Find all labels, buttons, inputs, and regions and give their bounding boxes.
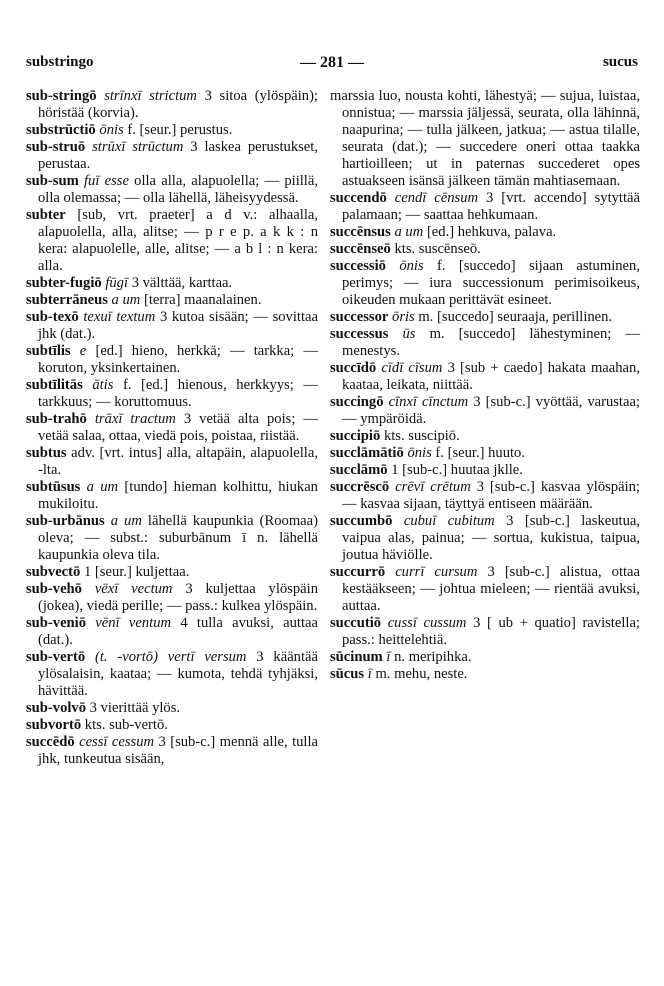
entry-definition: 3 [sub-c.] kasvaa ylöspäin; — kasvaa sijaan, täyttyä entiseen määrään. <box>342 479 640 512</box>
entry-headword: sub-sum <box>26 173 79 189</box>
dictionary-entry <box>330 513 640 564</box>
dictionary-entry <box>26 564 318 581</box>
dictionary-entry <box>26 581 318 615</box>
entry-forms: ōris <box>392 309 415 325</box>
entry-definition: 1 [seur.] kuljettaa. <box>83 564 190 580</box>
entry-forms: a um <box>86 479 119 495</box>
entry-headword: sub-vertō <box>26 649 86 665</box>
entry-headword: succēdō <box>26 734 75 750</box>
entry-definition: 4 tulla avuksi, auttaa (dat.). <box>38 615 318 648</box>
entry-definition: [terra] maanalainen. <box>144 292 262 308</box>
entry-forms: vēnī ventum <box>95 615 172 631</box>
dictionary-entry <box>26 122 318 139</box>
dictionary-entry <box>330 326 640 360</box>
entry-headword: subter <box>26 207 66 223</box>
entry-forms: strūxī strūctum <box>92 139 184 155</box>
entry-headword: sūcinum <box>330 649 383 665</box>
dictionary-entry <box>330 564 640 615</box>
dictionary-entry <box>26 700 318 717</box>
entry-definition: 3 [ ub + quatio] ravistella; pass.: heittelehtiä. <box>342 615 640 648</box>
dictionary-entry <box>26 377 318 411</box>
entry-definition: [tundo] hieman kolhittu, hiukan mukiloitu. <box>38 479 318 512</box>
dictionary-entry <box>330 224 640 241</box>
dictionary-entry <box>330 394 640 428</box>
entry-definition: 3 [sub + caedo] hakata maahan, kaataa, leikata, niittää. <box>342 360 640 393</box>
entry-definition: kts. suscipiō. <box>383 428 460 444</box>
entry-forms: currī cursum <box>395 564 478 580</box>
entry-forms: e <box>79 343 87 359</box>
entry-headword: succipiō <box>330 428 381 444</box>
entry-headword: subvortō <box>26 717 82 733</box>
dictionary-entry <box>330 666 640 683</box>
entry-headword: succlāmātiō <box>330 445 404 461</box>
right-column <box>330 88 640 972</box>
entry-headword: successus <box>330 326 389 342</box>
entry-definition: 3 vierittää ylös. <box>89 700 181 716</box>
entry-forms: ōnis <box>399 258 424 274</box>
entry-forms: cessī cessum <box>79 734 155 750</box>
dictionary-entry <box>330 88 640 190</box>
left-column <box>26 88 318 972</box>
entry-forms: (t. -vortō) vertī versum <box>95 649 247 665</box>
dictionary-entry <box>26 88 318 122</box>
entry-headword: succingō <box>330 394 384 410</box>
entry-headword: sub-stringō <box>26 88 97 104</box>
entry-forms: ī <box>386 649 391 665</box>
dictionary-entry <box>26 513 318 564</box>
entry-forms: ūs <box>402 326 416 342</box>
dictionary-entry <box>330 649 640 666</box>
entry-definition: f. [succedo] sijaan astuminen, perimys; — iura successionum perimisoikeus, oikeuden mukaan perittävät esineet. <box>342 258 640 308</box>
entry-forms: ātis <box>92 377 114 393</box>
entry-definition: 3 vetää alta pois; — vetää salaa, ottaa, viedä pois, poistaa, riistää. <box>38 411 318 444</box>
entry-headword: succumbō <box>330 513 393 529</box>
entry-headword: sub-veniō <box>26 615 87 631</box>
entry-definition: 3 välttää, karttaa. <box>131 275 233 291</box>
left-guide-word: substringo <box>26 54 94 70</box>
entry-forms: cīdī cīsum <box>381 360 443 376</box>
entry-definition: n. meripihka. <box>394 649 472 665</box>
entry-definition: m. [succedo] seuraaja, perillinen. <box>418 309 613 325</box>
entry-headword: sub-volvō <box>26 700 87 716</box>
entry-definition: lähellä kaupunkia (Roomaa) oleva; — subst.: suburbānum ī n. lähellä kaupunkia oleva tila. <box>38 513 318 563</box>
entry-headword: succīdō <box>330 360 377 376</box>
entry-forms: cendī cēnsum <box>394 190 479 206</box>
entry-headword: sub-trahō <box>26 411 87 427</box>
entry-headword: succurrō <box>330 564 386 580</box>
entry-definition: olla alla, alapuolella; — piillä, olla olemassa; — olla lähellä, läheisyydessä. <box>38 173 318 206</box>
entry-definition: [sub, vrt. praeter] a d v.: alhaalla, alapuolella, alla, alitse; — p r e p. a k k : n kera: alapuolelle, alle, alitse; — a b l : n kera: alla. <box>38 207 318 274</box>
entry-definition: 3 kutoa sisään; — sovittaa jhk (dat.). <box>38 309 318 342</box>
entry-forms: ī <box>367 666 372 682</box>
entry-definition: f. [ed.] hienous, herkkyys; — tarkkuus; — koruttomuus. <box>38 377 318 410</box>
dictionary-entry <box>26 411 318 445</box>
entry-headword: succēnseō <box>330 241 391 257</box>
entry-forms: a um <box>111 292 141 308</box>
entry-headword: sub-urbānus <box>26 513 105 529</box>
entry-headword: sub-vehō <box>26 581 82 597</box>
entry-forms: ōnis <box>407 445 432 461</box>
dictionary-entry <box>26 717 318 734</box>
entry-definition: 3 [sub-c.] alistua, ottaa kestääkseen; — johtua mieleen; — rientää avuksi, auttaa. <box>342 564 641 614</box>
entry-forms: fuī esse <box>83 173 129 189</box>
entry-headword: succēnsus <box>330 224 391 240</box>
dictionary-entry <box>26 173 318 207</box>
entry-headword: successiō <box>330 258 386 274</box>
dictionary-entry <box>26 139 318 173</box>
entry-definition: kts. suscēnseō. <box>394 241 481 257</box>
dictionary-entry <box>330 615 640 649</box>
entry-headword: subterrāneus <box>26 292 108 308</box>
entry-forms: trāxī tractum <box>94 411 176 427</box>
entry-definition: 3 laskea perustukset, perustaa. <box>38 139 318 172</box>
entry-definition: 1 [sub-c.] huutaa jklle. <box>391 462 523 478</box>
dictionary-entry <box>26 309 318 343</box>
entry-definition: 3 kuljettaa ylöspäin (jokea), viedä perille; — pass.: kulkea ylöspäin. <box>38 581 318 614</box>
entry-forms: a um <box>394 224 424 240</box>
dictionary-entry <box>26 343 318 377</box>
entry-definition: kts. sub-vertō. <box>84 717 168 733</box>
entry-headword: succendō <box>330 190 387 206</box>
right-guide-word: sucus <box>602 54 638 70</box>
dictionary-entry <box>26 207 318 275</box>
page-number: — 281 — <box>300 54 364 71</box>
dictionary-entry <box>330 241 640 258</box>
entry-definition: f. [seur.] huuto. <box>435 445 525 461</box>
entry-headword: succlāmō <box>330 462 388 478</box>
entry-definition: 3 [sub-c.] laskeutua, vaipua alas, painua; — sortua, kukistua, taipua, joutua häviölle. <box>342 513 640 563</box>
dictionary-entry <box>330 428 640 445</box>
entry-forms: cubuī cubitum <box>403 513 495 529</box>
entry-definition: [ed.] hieno, herkkä; — tarkka; — koruton, yksinkertainen. <box>38 343 318 376</box>
entry-forms: a um <box>110 513 142 529</box>
entry-headword: substrūctiō <box>26 122 96 138</box>
dictionary-entry <box>330 360 640 394</box>
dictionary-entry <box>330 445 640 462</box>
dictionary-entry <box>26 734 318 768</box>
entry-definition: 3 [sub-c.] vyöttää, varustaa; — ympäröidä. <box>342 394 640 427</box>
entry-definition: m. mehu, neste. <box>375 666 468 682</box>
entry-headword: subtīlis <box>26 343 71 359</box>
entry-headword: subtīlitās <box>26 377 83 393</box>
entry-definition: 3 [sub-c.] mennä alle, tulla jhk, tunkeutua sisään, <box>38 734 319 767</box>
entry-headword: sub-texō <box>26 309 79 325</box>
entry-definition: adv. [vrt. intus] alla, altapäin, alapuolella, -lta. <box>38 445 318 478</box>
entry-headword: successor <box>330 309 389 325</box>
entry-forms: texuī textum <box>83 309 156 325</box>
entry-definition: 3 sitoa (ylöspäin); höristää (korvia). <box>38 88 318 121</box>
dictionary-entry <box>26 479 318 513</box>
dictionary-entry <box>26 615 318 649</box>
dictionary-entry <box>26 275 318 292</box>
entry-forms: cussī cussum <box>387 615 467 631</box>
dictionary-entry <box>330 309 640 326</box>
dictionary-entry <box>330 190 640 224</box>
entry-forms: vēxī vectum <box>94 581 173 597</box>
dictionary-entry <box>26 649 318 700</box>
entry-headword: succutiō <box>330 615 382 631</box>
entry-headword: succrēscō <box>330 479 390 495</box>
dictionary-entry <box>26 292 318 309</box>
entry-definition: 3 [vrt. accendo] sytyttää palamaan; — saattaa hehkumaan. <box>342 190 640 223</box>
entry-definition: f. [seur.] perustus. <box>127 122 233 138</box>
entry-headword: subtūsus <box>26 479 81 495</box>
dictionary-entry <box>330 479 640 513</box>
dictionary-entry <box>26 445 318 479</box>
entry-headword: subvectō <box>26 564 81 580</box>
entry-forms: ōnis <box>99 122 124 138</box>
dictionary-entry <box>330 462 640 479</box>
entry-forms: strīnxī strictum <box>104 88 197 104</box>
entry-headword: subter-fugiō <box>26 275 102 291</box>
entry-definition: m. [succedo] lähestyminen; — menestys. <box>342 326 640 359</box>
entry-headword: sūcus <box>330 666 365 682</box>
entry-definition: [ed.] hehkuva, palava. <box>426 224 557 240</box>
page-header <box>26 54 638 74</box>
entry-forms: crēvī crētum <box>395 479 471 495</box>
entry-forms: fūgī <box>105 275 129 291</box>
entry-headword: sub-struō <box>26 139 86 155</box>
dictionary-entry <box>330 258 640 309</box>
entry-headword: subtus <box>26 445 67 461</box>
entry-definition: marssia luo, nousta kohti, lähestyä; — sujua, luistaa, onnistua; — marssia jäljessä, seurata, olla lähinnä, naapurina; — tulla jälkeen, jatkua; — astua tilalle, seurata (dat.); — succedere oneri ottaa taakka hartioilleen; ut in paternas succederet opes astuakseen isänsä jälkeen tämän mahtiasemaan. <box>330 88 640 189</box>
entry-forms: cīnxī cīnctum <box>388 394 469 410</box>
entry-definition: 3 kääntää ylösalaisin, kaataa; — kumota, tehdä tyhjäksi, hävittää. <box>38 649 318 699</box>
